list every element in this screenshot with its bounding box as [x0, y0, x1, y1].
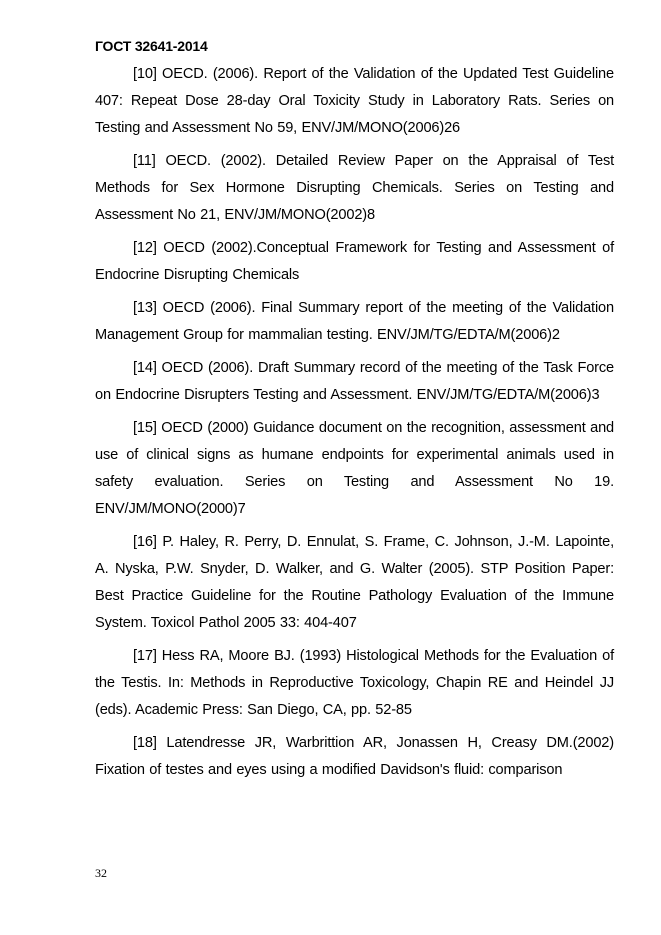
reference-list	[95, 61, 614, 790]
reference-item-17: [17] Hess RA, Moore BJ. (1993) Histological Methods for the Evaluation of the Testis. In: Methods in Reproductive Toxicology, Chapin RE and Heindel JJ (eds). Academic Press: San Diego, CA, pp. 52-85	[95, 648, 614, 718]
reference-item-14: [14] OECD (2006). Draft Summary record of the meeting of the Task Force on Endocrine Disrupters Testing and Assessment. ENV/JM/TG/EDTA/M(2006)3	[95, 360, 614, 403]
reference-item-13: [13] OECD (2006). Final Summary report of the meeting of the Validation Management Group for mammalian testing. ENV/JM/TG/EDTA/M(2006)2	[95, 300, 614, 343]
reference-item-15: [15] OECD (2000) Guidance document on the recognition, assessment and use of clinical signs as humane endpoints for experimental animals used in safety evaluation. Series on Testing and Assessment No 19. ENV/JM/MONO(2000)7	[95, 420, 614, 517]
reference-item-16: [16] P. Haley, R. Perry, D. Ennulat, S. Frame, C. Johnson, J.-M. Lapointe, A. Nyska, P.W. Snyder, D. Walker, and G. Walter (2005). STP Position Paper: Best Practice Guideline for the Routine Pathology Evaluation of the Immune System. Toxicol Pathol 2005 33: 404-407	[95, 534, 614, 631]
reference-item-12: [12] OECD (2002).Conceptual Framework for Testing and Assessment of Endocrine Disrupting Chemicals	[95, 240, 614, 283]
reference-item-10: [10] OECD. (2006). Report of the Validation of the Updated Test Guideline 407: Repeat Dose 28-day Oral Toxicity Study in Laboratory Rats. Series on Testing and Assessment No 59, ENV/JM/MONO(2006)26	[95, 66, 614, 136]
document-header: ГОСТ 32641-2014	[95, 38, 208, 54]
reference-item-11: [11] OECD. (2002). Detailed Review Paper on the Appraisal of Test Methods for Sex Hormone Disrupting Chemicals. Series on Testing and Assessment No 21, ENV/JM/MONO(2002)8	[95, 153, 614, 223]
page-number: 32	[95, 866, 107, 880]
reference-item-18: [18] Latendresse JR, Warbrittion AR, Jonassen H, Creasy DM.(2002) Fixation of testes and eyes using a modified Davidson's fluid: comparison	[95, 735, 614, 778]
